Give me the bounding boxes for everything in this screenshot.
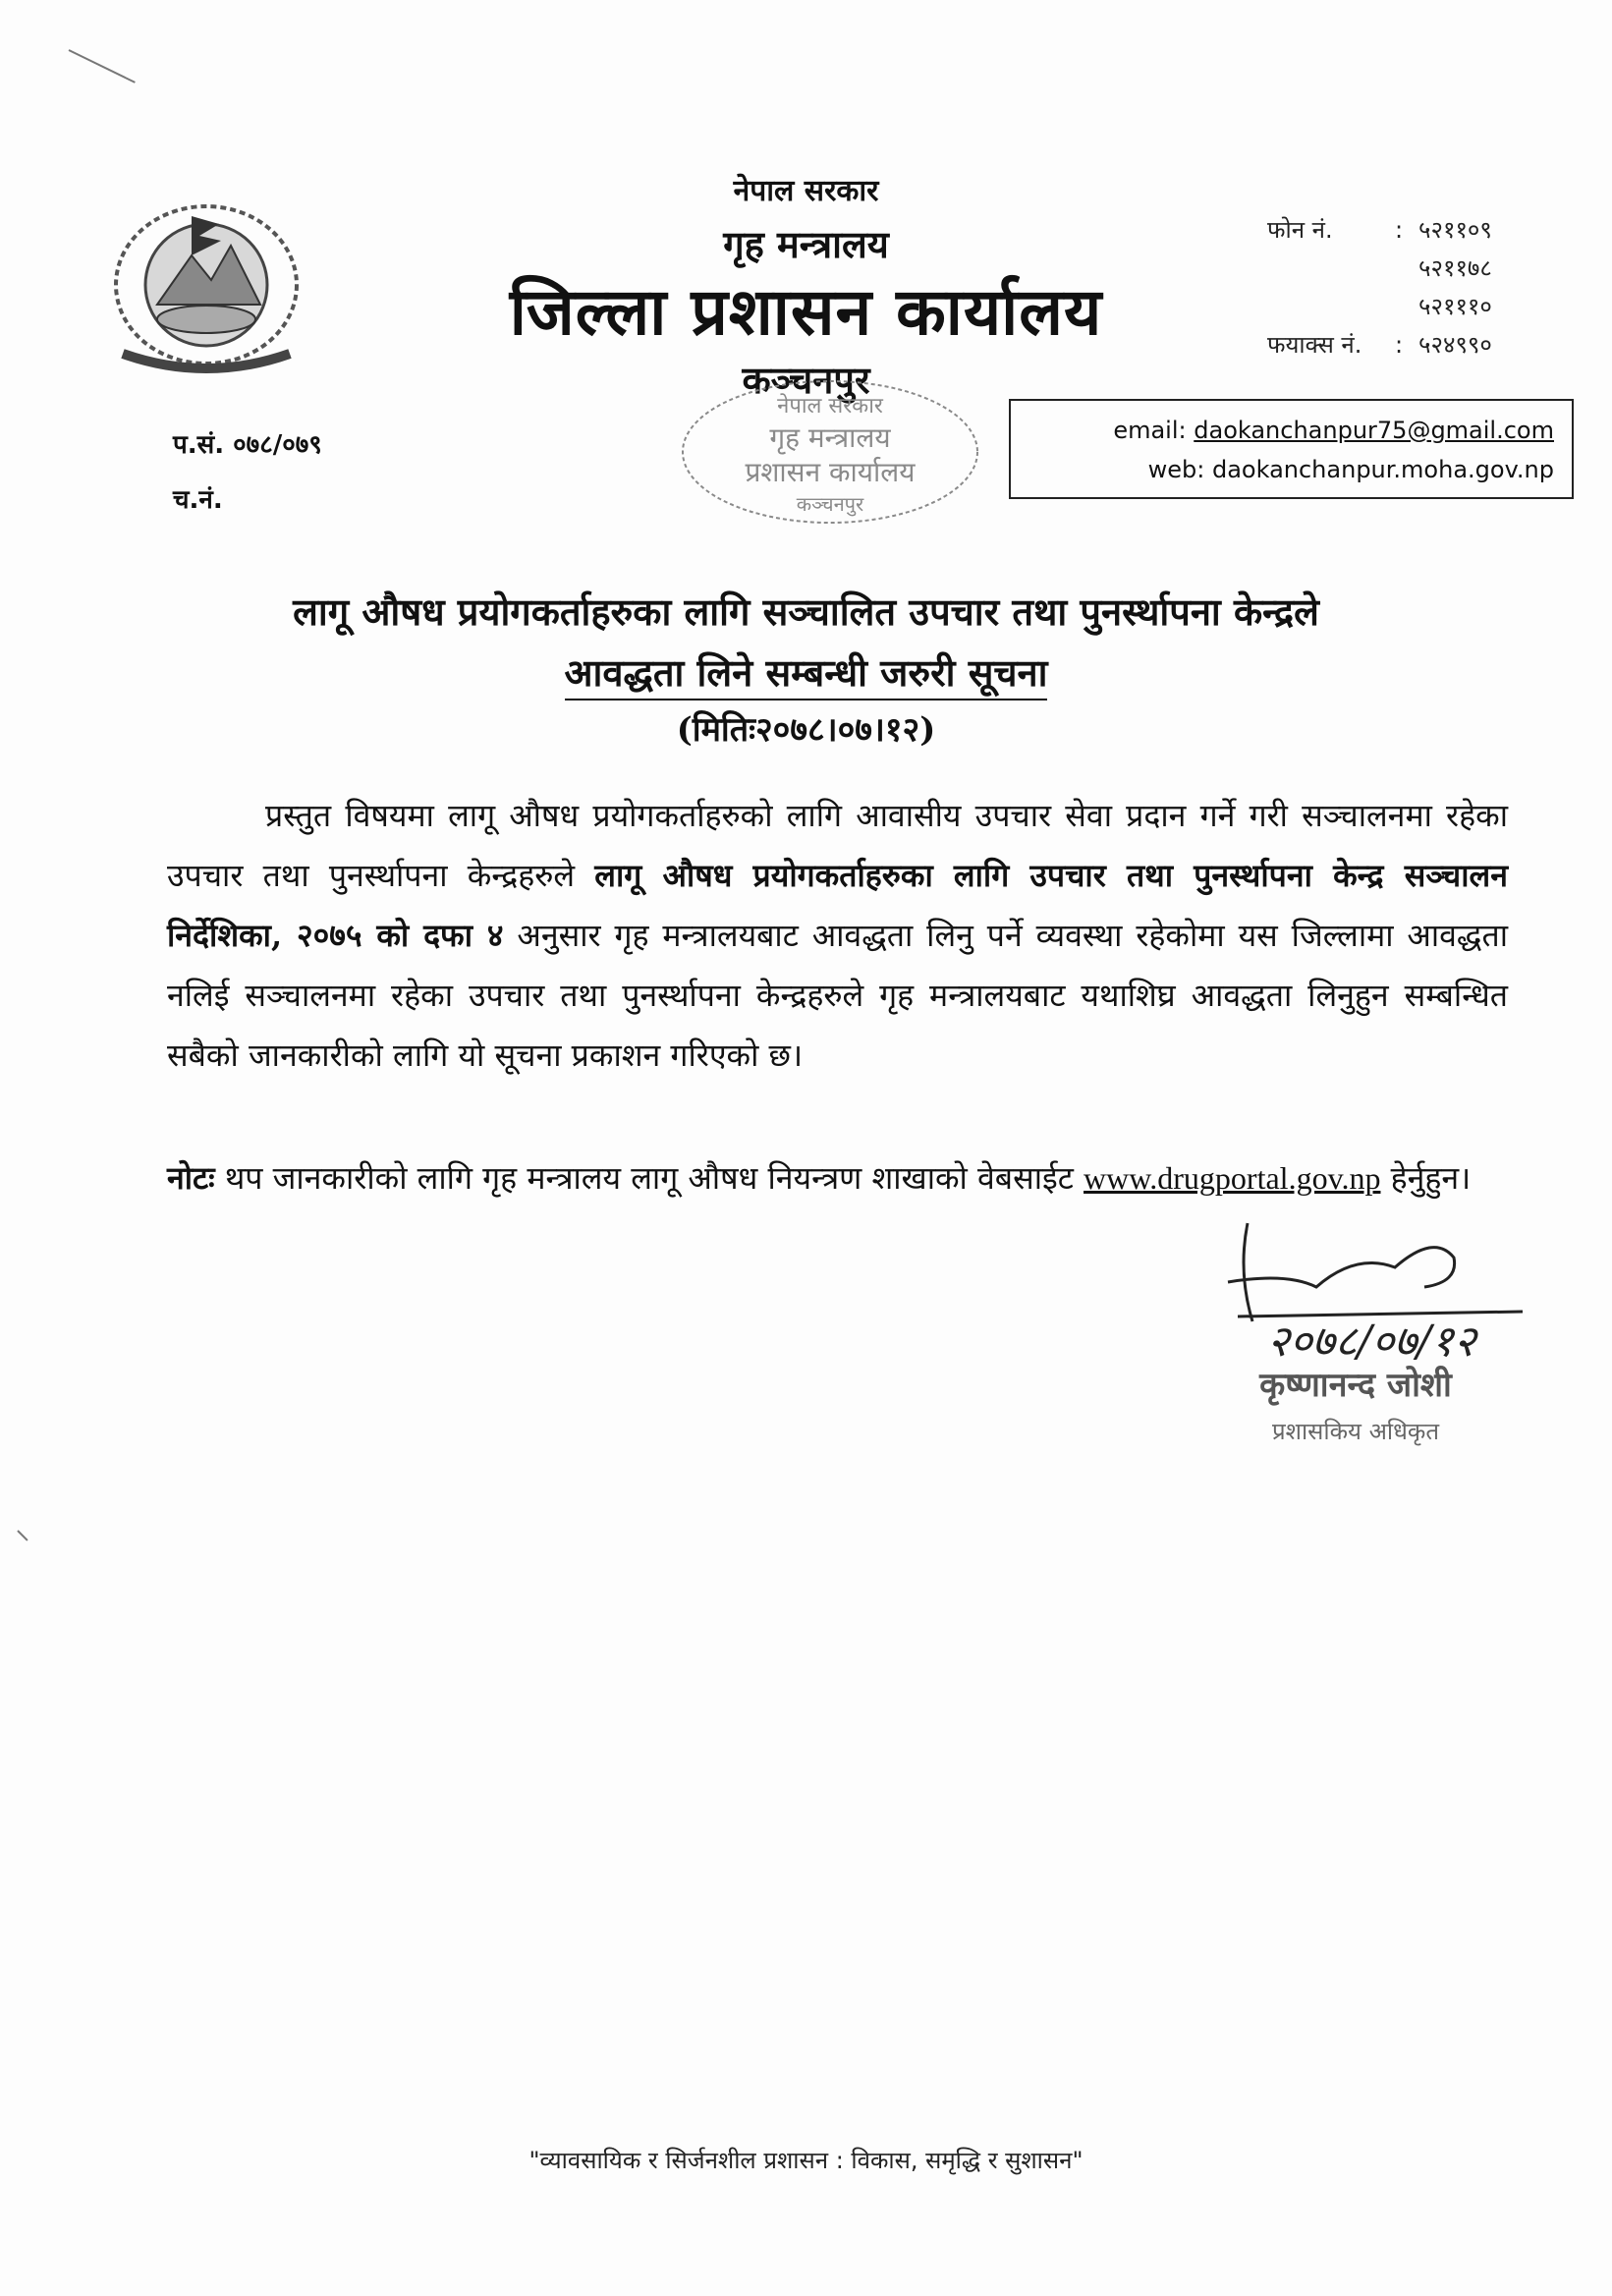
body-part1: प्रस्तुत विषयमा लागू औषध प्रयोगकर्ताहरुको लागि आवासीय उपचार सेवा प्रदान गर्ने गरी सञ्चालनमा रहेका उपचार तथा पुनर्स्थापना केन्द्रहरुले — [167, 797, 1508, 894]
signature-date: २०७८/०७/१२ — [1267, 1316, 1476, 1367]
scan-mark — [69, 49, 136, 84]
web-address[interactable]: daokanchanpur.moha.gov.np — [1211, 456, 1554, 483]
stamp-line4: कञ्चनपुर — [796, 492, 864, 516]
ps-number: प.सं. ०७८/०७९ — [173, 430, 322, 460]
body-bold: लागू औषध प्रयोगकर्ताहरुका लागि उपचार तथा पुनर्स्थापना केन्द्र सञ्चालन निर्देशिका, २०७५ को दफा ४ — [167, 857, 1508, 954]
email-label: email: — [1113, 417, 1187, 444]
notice-title-line2-wrap — [0, 646, 1612, 698]
phone-label: फोन नं. — [1267, 216, 1333, 244]
email-link[interactable]: daokanchanpur75@gmail.com — [1194, 417, 1554, 444]
notice-note — [167, 1148, 1508, 1209]
phone-number: ५२११०९ — [1418, 216, 1492, 244]
government-heading: नेपाल सरकार — [733, 174, 879, 208]
ministry-heading: गृह मन्त्रालय — [723, 222, 889, 266]
note-label: नोटः — [167, 1159, 215, 1197]
fax-label: फयाक्स नं. — [1267, 331, 1362, 359]
note-suffix: हेर्नुहुन। — [1380, 1159, 1472, 1197]
phone-block: फोन नं. : ५२११०९ ५२११७८ ५२१११० फयाक्स नं. : ५२४९९० — [1267, 211, 1523, 364]
body-part2: अनुसार गृह मन्त्रालयबाट आवद्धता लिनु पर्ने व्यवस्था रहेकोमा यस जिल्लामा आवद्धता नलिई सञ्चालनमा रहेका उपचार तथा पुनर्स्थापना केन्द्रहरुले गृह मन्त्रालयबाट यथाशिघ्र आवद्धता लिनुहुन सम्बन्धित सबैको जानकारीको लागि यो सूचना प्रकाशन गरिएको छ। — [167, 917, 1509, 1074]
handwritten-signature — [1208, 1213, 1542, 1380]
office-heading: जिल्ला प्रशासन कार्यालय — [509, 273, 1103, 350]
ch-number: च.नं. — [173, 485, 223, 515]
footer-motto: "व्यावसायिक र सिर्जनशील प्रशासन : विकास, समृद्धि र सुशासन" — [528, 2147, 1084, 2174]
notice-body — [167, 786, 1508, 1086]
notice-date: (मितिः२०७८।०७।१२) — [676, 710, 936, 750]
note-text: थप जानकारीको लागि गृह मन्त्रालय लागू औषध नियन्त्रण शाखाको वेबसाईट — [214, 1159, 1084, 1197]
phone-number: ५२१११० — [1418, 293, 1492, 320]
web-label: web: — [1147, 456, 1205, 483]
contact-box — [1009, 399, 1574, 499]
stamp-line3: प्रशासन कार्यालय — [745, 456, 916, 488]
fax-number: ५२४९९० — [1418, 331, 1492, 359]
stamp-line2: गृह मन्त्रालय — [769, 421, 891, 454]
signer-title: प्रशासकिय अधिकृत — [1271, 1418, 1440, 1445]
office-stamp — [668, 373, 992, 540]
reference-block — [173, 418, 322, 528]
phone-number: ५२११७८ — [1418, 254, 1492, 282]
notice-title-line2: आवद्धता लिने सम्बन्धी जरुरी सूचना — [565, 650, 1048, 700]
notice-title-line1: लागू औषध प्रयोगकर्ताहरुका लागि सञ्चालित उपचार तथा पुनर्स्थापना केन्द्रले — [293, 589, 1319, 634]
district-heading: कञ्चनपुर — [742, 358, 870, 402]
scan-mark — [17, 1530, 28, 1540]
signer-name: कृष्णानन्द जोशी — [1259, 1366, 1452, 1405]
drugportal-link[interactable]: www.drugportal.gov.np — [1084, 1160, 1381, 1196]
stamp-line1: नेपाल सरकार — [777, 394, 883, 419]
